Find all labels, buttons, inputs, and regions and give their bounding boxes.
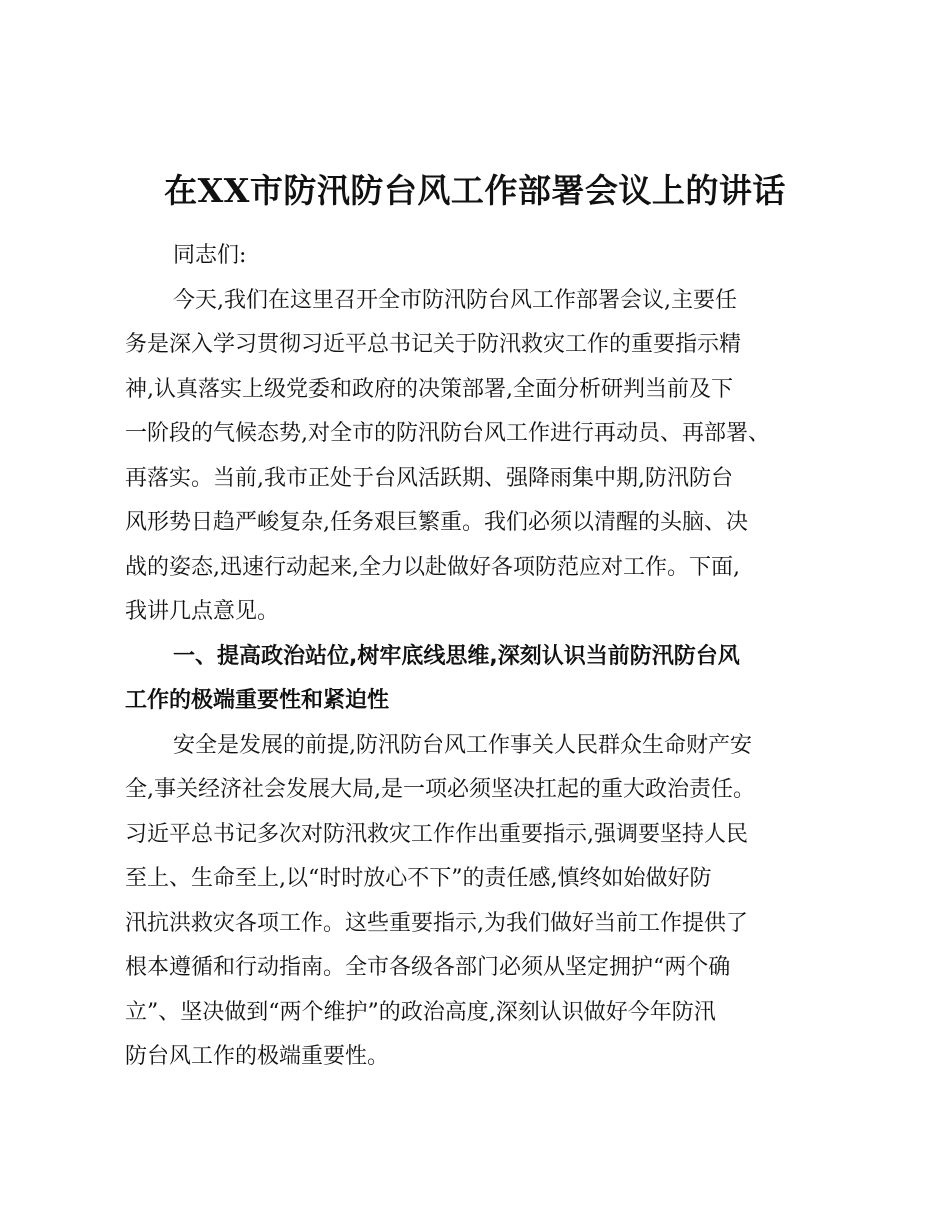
- heading-line: 工作的极端重要性和紧迫性: [125, 688, 390, 713]
- paragraph-line: 务是深入学习贯彻习近平总书记关于防汛救灾工作的重要指示精: [125, 332, 742, 357]
- paragraph-line: 今天,我们在这里召开全市防汛防台风工作部署会议,主要任: [173, 287, 737, 313]
- paragraph-line: 战的姿态,迅速行动起来,全力以赴做好各项防范应对工作。下面,: [125, 554, 740, 580]
- paragraph-line: 习近平总书记多次对防汛救灾工作作出重要指示,强调要坚持人民: [125, 821, 748, 847]
- paragraph-opening: [125, 279, 837, 635]
- document-body: [125, 234, 837, 1080]
- paragraph-section-1: [125, 724, 837, 1080]
- paragraph-line: 神,认真落实上级党委和政府的决策部署,全面分析研判当前及下: [125, 376, 733, 402]
- paragraph-line: 立”、坚决做到“两个维护”的政治高度,深刻认识做好今年防汛: [125, 999, 716, 1025]
- paragraph-line: 风形势日趋严峻复杂,任务艰巨繁重。我们必须以清醒的头脑、决: [125, 510, 748, 535]
- paragraph-line: 再落实。当前,我市正处于台风活跃期、强降雨集中期,防汛防台: [125, 465, 733, 491]
- paragraph-line: 全,事关经济社会发展大局,是一项必须坚决扛起的重大政治责任。: [125, 777, 755, 802]
- salutation: 同志们:: [173, 243, 247, 268]
- paragraph-line: 至上、生命至上,以“时时放心不下”的责任感,慎终如始做好防: [125, 866, 712, 891]
- paragraph-line: 安全是发展的前提,防汛防台风工作事关人民群众生命财产安: [173, 732, 752, 758]
- paragraph-line: 防台风工作的极端重要性。: [125, 1044, 390, 1069]
- heading-line: 一、提高政治站位,树牢底线思维,深刻认识当前防汛防台风: [173, 643, 740, 669]
- paragraph-line: 我讲几点意见。: [125, 599, 280, 624]
- section-heading-1: [125, 635, 837, 724]
- document-title: 在XX市防汛防台风工作部署会议上的讲话: [164, 171, 786, 210]
- paragraph-line: 根本遵循和行动指南。全市各级各部门必须从坚定拥护“两个确: [125, 955, 731, 980]
- paragraph-line: 一阶段的气候态势,对全市的防汛防台风工作进行再动员、再部署、: [125, 421, 770, 446]
- paragraph-line: 汛抗洪救灾各项工作。这些重要指示,为我们做好当前工作提供了: [125, 910, 748, 936]
